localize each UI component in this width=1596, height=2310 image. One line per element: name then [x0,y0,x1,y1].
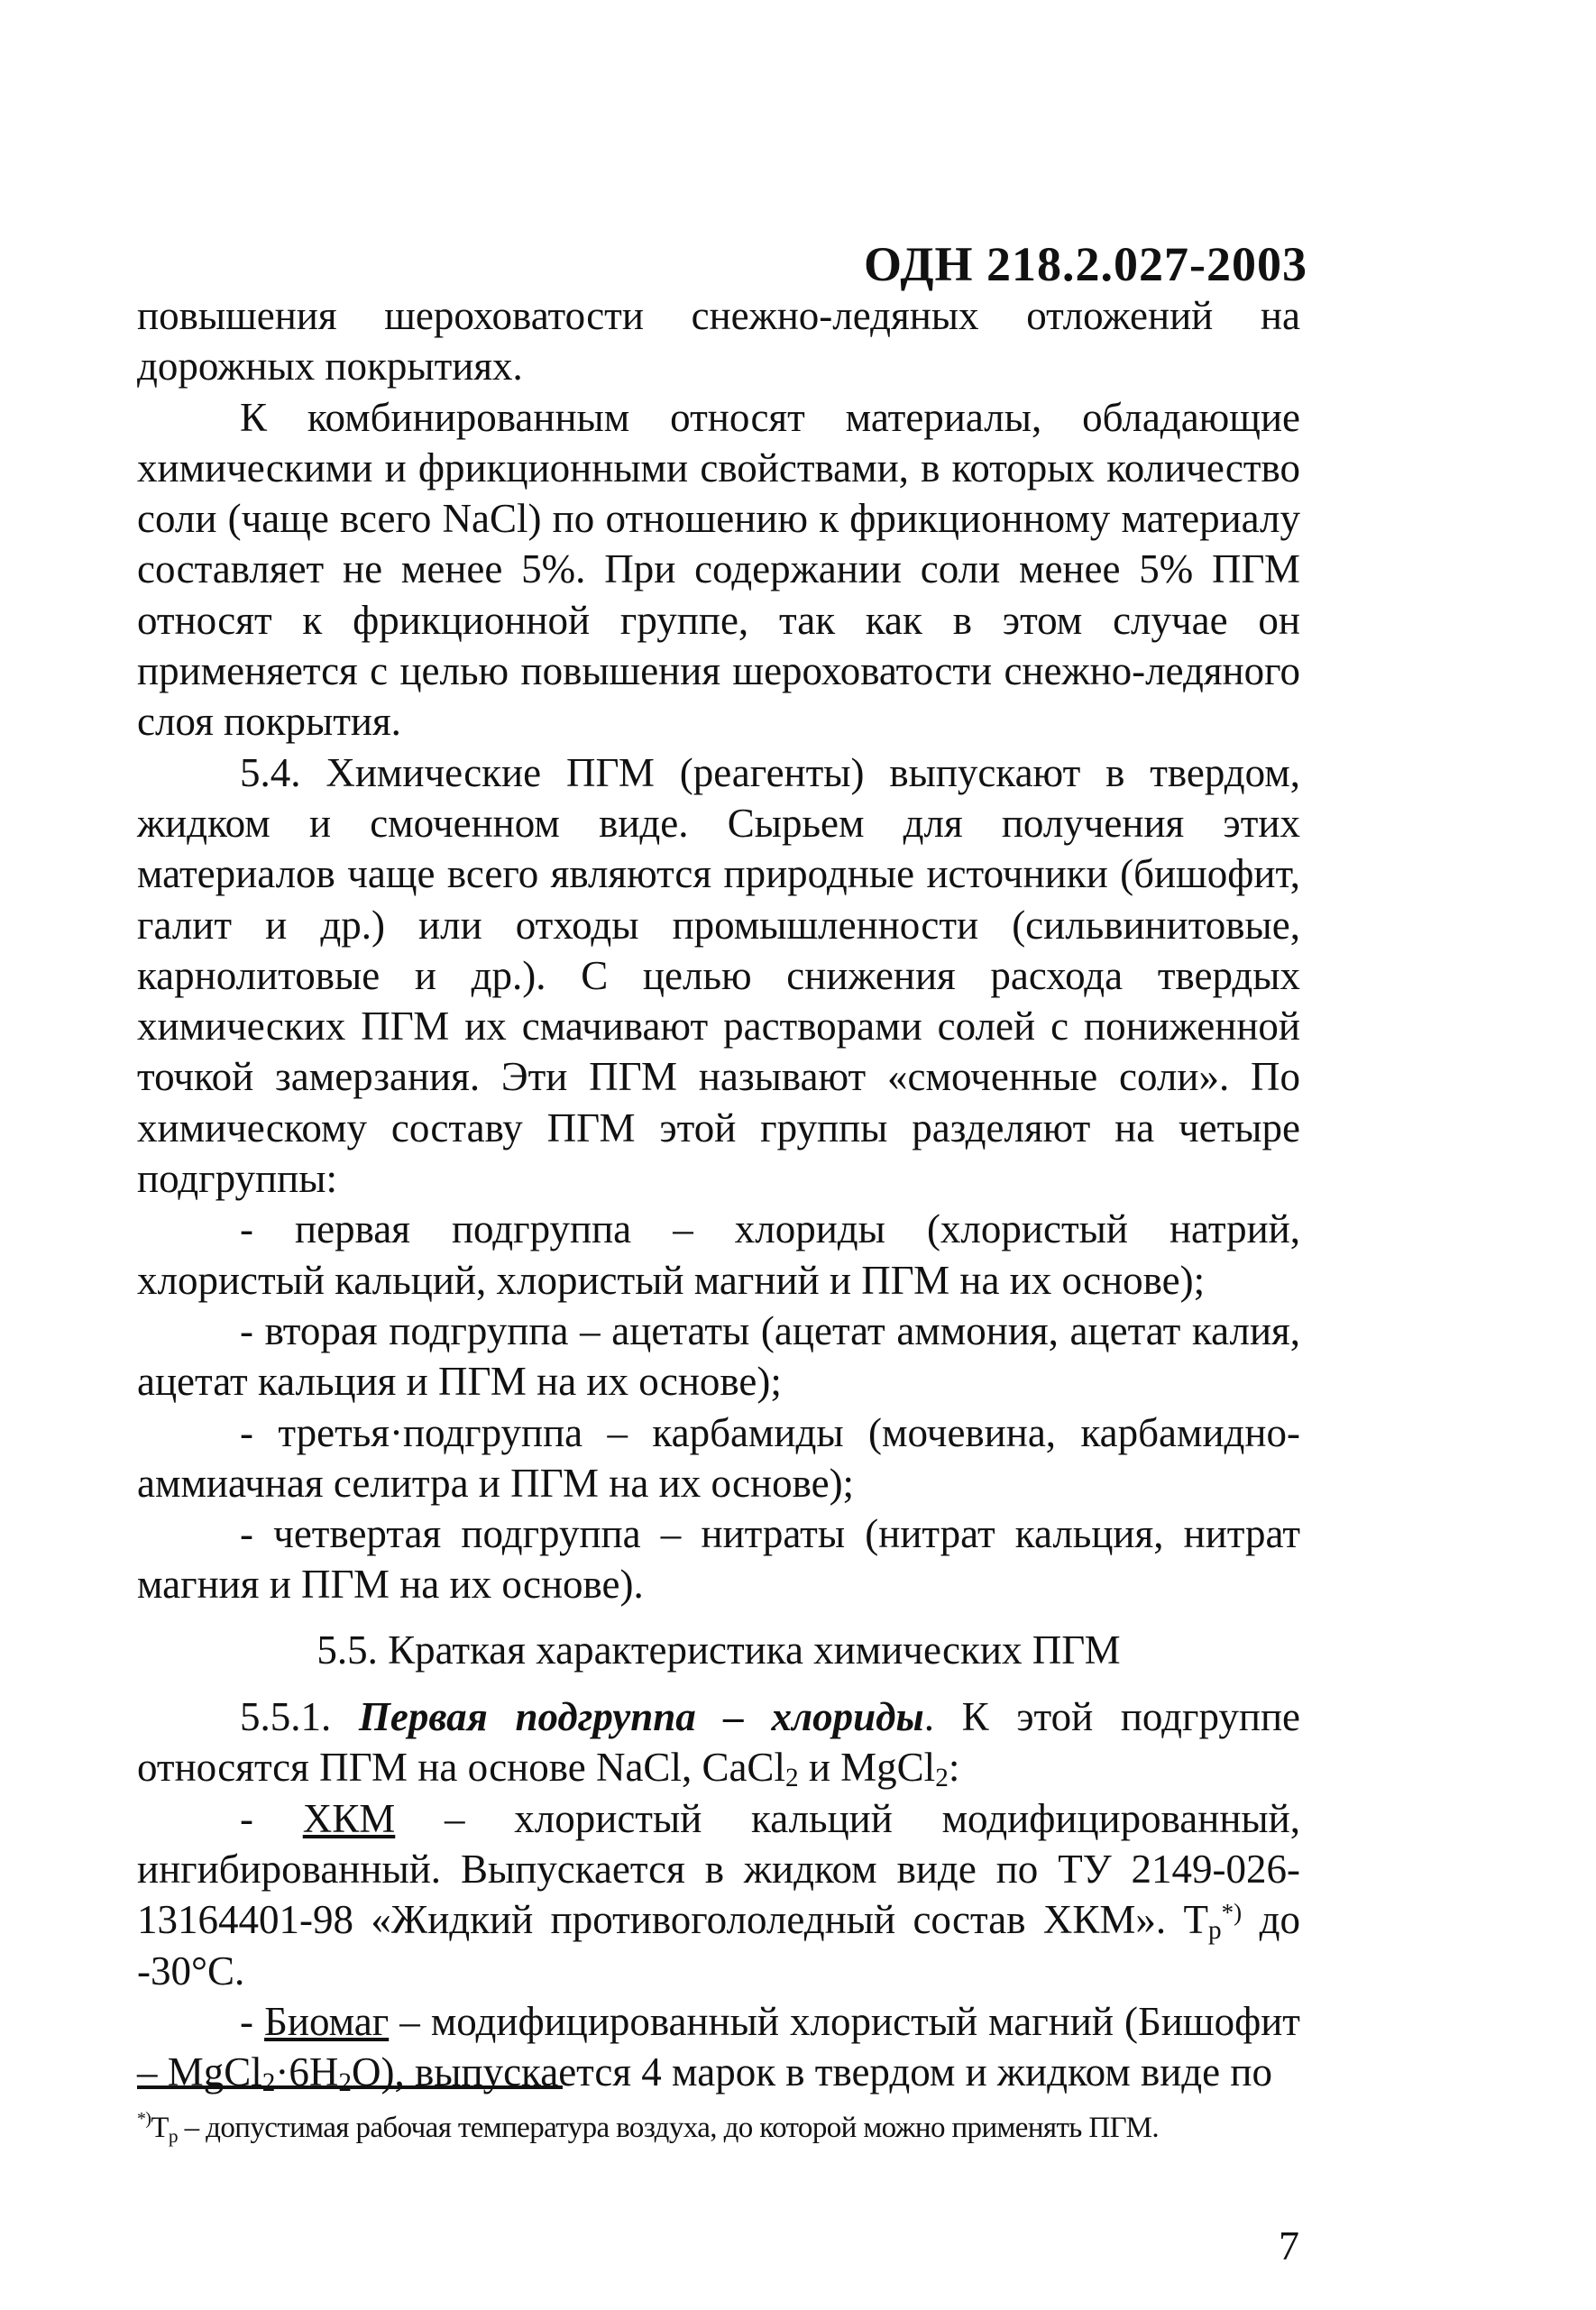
footnote: $^{*)}Т_р$ – допустимая рабочая температура воздуха, до которой можно применять ПГМ. [137,2109,1160,2147]
list-item-subgroup-3: - третья·подгруппа – карбамиды (мочевина, карбамидно-аммиачная селитра и ПГМ на их основе); [137,1409,1300,1506]
section-number: 5.5.1. [240,1694,332,1740]
list-item-subgroup-2: - вторая подгруппа – ацетаты (ацетат аммония, ацетат калия, ацетат кальция и ПГМ на их основе); [137,1307,1300,1405]
paragraph-5-4: 5.4. Химические ПГМ (реагенты) выпускают в твердом, жидком и смоченном виде. Сырьем для получения этих материалов чаще всего являются природные источники (бишофит, галит и др.) или отходы промышленности (сильвинитовые, карнолитовые и др.). С целью снижения расхода твердых химических ПГМ их смачивают растворами солей с пониженной точкой замерзания. Эти ПГМ называют «смоченные соли». По химическому составу ПГМ этой группы разделяют на четыре подгруппы: [137,749,1300,1202]
product-name-biomag: Биомаг [264,1998,390,2044]
paragraph-combined-materials: К комбинированным относят материалы, обладающие химическими и фрикционными свойствами, в которых количество соли (чаще всего NaCl) по отношению к фрикционному материалу составляет не менее 5%. При содержании соли менее 5% ПГМ относят к фрикционной группе, так как в этом случае он применяется с целью повышения шероховатости снежно-ледяного слоя покрытия. [137,394,1300,745]
list-item-hkm: - ХКМ – хлористый кальций модифицированный, ингибированный. Выпускается в жидком виде по ТУ 2149-026-13164401-98 «Жидкий противогололедный состав ХКМ». $Т_р^{*)}$ до -30°С. [137,1795,1300,1994]
list-item-biomag: - Биомаг – модифицированный хлористый магний (Бишофит – $MgCl_2\cdot 6H_2O$), выпускается 4 марок в твердом и жидком виде по [137,1998,1300,2098]
footnote-reference: *) [1221,1899,1243,1927]
list-item-subgroup-4: - четвертая подгруппа – нитраты (нитрат кальция, нитрат магния и ПГМ на их основе). [137,1511,1300,1608]
paragraph-continuation: повышения шероховатости снежно-ледяных отложений на дорожных покрытиях. [137,293,1300,390]
page-number: 7 [1279,2223,1299,2269]
paragraph-5-5-1: 5.5.1. Первая подгруппа – хлориды. К этой подгруппе относятся ПГМ на основе NaCl, CaCl$_2$ и MgCl$_2$: [137,1694,1300,1793]
document-code-header: ОДН 218.2.027-2003 [864,237,1307,291]
list-item-subgroup-1: - первая подгруппа – хлориды (хлористый натрий, хлористый кальций, хлористый магний и ПГМ на их основе); [137,1206,1300,1303]
product-name-hkm: ХКМ [302,1795,396,1841]
footnote-divider [137,2085,563,2089]
section-title: Первая подгруппа – хлориды [358,1694,924,1740]
body-text [137,290,1300,2097]
section-heading-5-5: 5.5. Краткая характеристика химических ПГМ [316,1627,1121,1673]
